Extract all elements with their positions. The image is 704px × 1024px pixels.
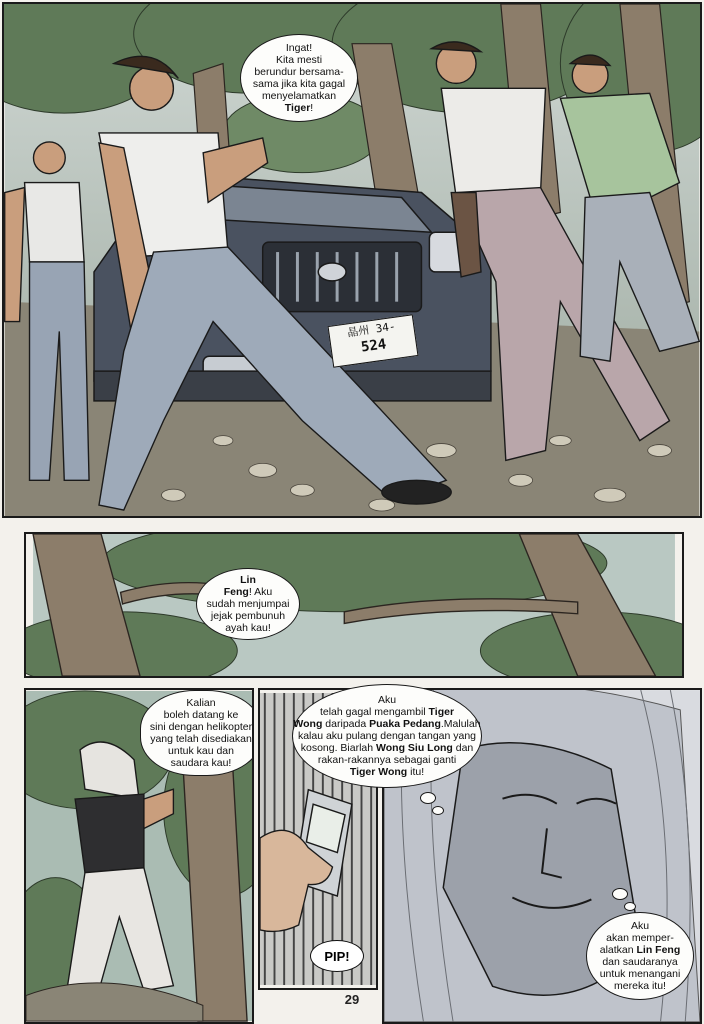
speech-balloon-ingat [240,34,358,122]
speech-line: kalau aku pulang dengan tangan yang [297,730,477,742]
speech-line: rakan-rakannya sebagai ganti [317,754,457,766]
plate-line-2: 524 [360,336,388,356]
plate-line-1: 晶州 34- [346,319,397,340]
speech-name: Wong [293,718,323,730]
speech-line: Aku [377,694,397,706]
speech-line [320,706,454,718]
thought-line: akan memper- [606,932,674,944]
speech-line: jejak pembunuh [210,610,286,622]
speech-name: Lin [240,574,256,586]
panel-1 [2,2,702,518]
speech-balloon-kalian [140,690,254,776]
speech-text: telah gagal mengambil [319,706,429,718]
speech-line: sini dengan helikopter [149,721,253,733]
speech-line: sama jika kita gagal [252,78,346,90]
thought-line [600,944,681,956]
speech-line: boleh datang ke [163,709,239,721]
thought-bubble-dot [432,806,444,815]
page-number: 29 [344,992,360,1007]
thought-line: untuk menangani [599,968,681,980]
speech-text: dan [452,742,474,754]
speech-name-tiger: Tiger [284,102,311,114]
speech-text: .Malulah [440,718,481,730]
speech-line: sudah menjumpai [206,598,290,610]
speech-line: Kalian [186,697,216,709]
panel-2-art [26,534,682,676]
thought-line: dan saudaranya [602,956,678,968]
thought-text: alatkan [599,944,637,956]
speech-line: yang telah disediakan [150,733,252,745]
thought-line: mereka itu! [614,980,666,992]
speech-name: Wong Siu Long [376,742,453,754]
panel-2 [24,532,684,678]
sfx-pip-text: PIP! [324,948,350,964]
speech-name: Feng [223,586,249,598]
speech-name: Tiger Wong [349,766,408,778]
thought-name: Lin Feng [636,944,681,956]
speech-punct: ! [310,102,314,114]
thought-bubble-dot [624,902,636,911]
speech-text: kosong. Biarlah [300,742,377,754]
speech-line [240,574,256,586]
speech-balloon-lin-feng [196,568,300,640]
speech-text: itu! [407,766,425,778]
thought-line: Aku [630,920,650,932]
speech-line: ayah kau! [225,622,271,634]
thought-bubble-dot [420,792,436,804]
speech-line [301,742,474,754]
sfx-pip [310,940,364,972]
speech-line: Ingat! [285,42,313,54]
speech-line: menyelamatkan [261,90,337,102]
speech-text: daripada [322,718,370,730]
speech-line [293,718,480,730]
speech-line: berundur bersama- [254,66,344,78]
speech-line: saudara kau! [170,757,232,769]
speech-name: Tiger [428,706,455,718]
speech-name: Puaka Pedang [369,718,441,730]
thought-bubble-dot [612,888,628,900]
speech-balloon-aku-gagal [292,684,482,788]
thought-balloon-aku [586,912,694,1000]
speech-line [350,766,424,778]
panel-3 [24,688,254,1024]
speech-line [224,586,272,598]
speech-line: Kita mesti [275,54,323,66]
speech-text: ! Aku [248,586,273,598]
speech-line: untuk kau dan [168,745,234,757]
